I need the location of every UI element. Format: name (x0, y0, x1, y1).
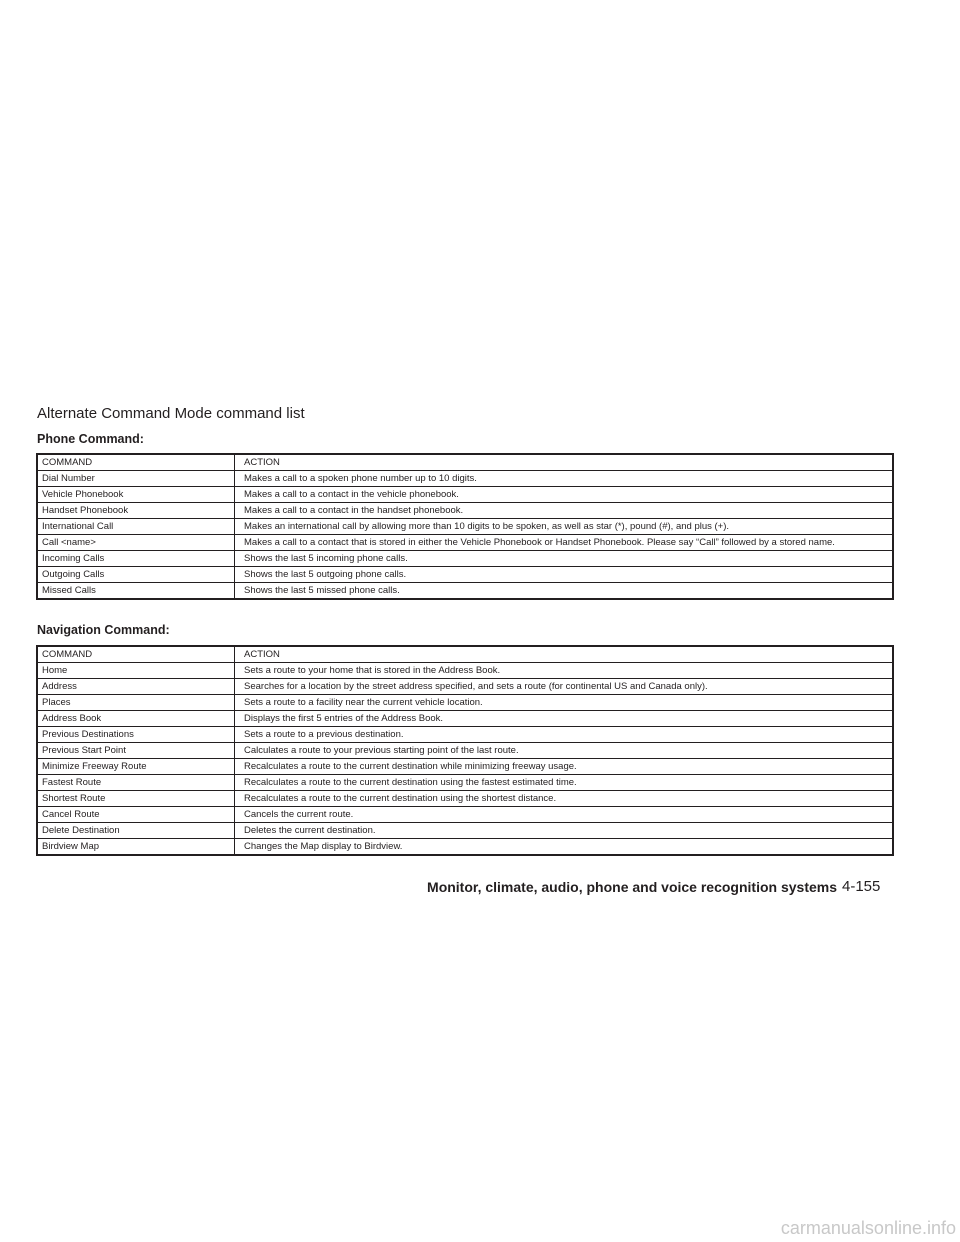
action-cell: Recalculates a route to the current destination using the shortest distance. (235, 791, 894, 807)
table-row (37, 503, 893, 519)
table-row (37, 839, 893, 856)
phone-command-table (36, 453, 894, 600)
command-cell: Address (37, 679, 235, 695)
table-row (37, 583, 893, 600)
action-column-header: ACTION (244, 457, 280, 468)
action-column-header: ACTION (244, 649, 280, 660)
table-row (37, 807, 893, 823)
action-cell: Calculates a route to your previous starting point of the last route. (235, 743, 894, 759)
command-cell: Home (37, 663, 235, 679)
command-cell: Address Book (37, 711, 235, 727)
table-row (37, 679, 893, 695)
action-cell: Makes a call to a contact in the handset phonebook. (235, 503, 894, 519)
table-row (37, 695, 893, 711)
command-column-header: COMMAND (37, 646, 235, 663)
table-row (37, 471, 893, 487)
action-cell: Shows the last 5 missed phone calls. (235, 583, 894, 600)
phone-table-body (37, 454, 893, 599)
action-cell: Makes a call to a spoken phone number up to 10 digits. (235, 471, 894, 487)
table-row (37, 775, 893, 791)
action-cell: Sets a route to a previous destination. (235, 727, 894, 743)
table-header-row (37, 454, 893, 471)
command-cell: Outgoing Calls (37, 567, 235, 583)
command-cell: Missed Calls (37, 583, 235, 600)
navigation-command-heading: Navigation Command: (37, 623, 170, 637)
navigation-command-table (36, 645, 894, 856)
command-cell: Handset Phonebook (37, 503, 235, 519)
table-row (37, 663, 893, 679)
action-cell: Recalculates a route to the current destination using the fastest estimated time. (235, 775, 894, 791)
action-cell: Makes a call to a contact that is stored in either the Vehicle Phonebook or Handset Phonebook. Please say “Call” followed by a stored name. (235, 535, 894, 551)
navigation-table-body (37, 646, 893, 855)
table-row (37, 743, 893, 759)
command-cell: Previous Destinations (37, 727, 235, 743)
command-cell: Birdview Map (37, 839, 235, 856)
action-cell: Sets a route to a facility near the current vehicle location. (235, 695, 894, 711)
command-cell: Dial Number (37, 471, 235, 487)
command-cell: Shortest Route (37, 791, 235, 807)
action-cell: Makes an international call by allowing more than 10 digits to be spoken, as well as star (*), pound (#), and plus (+). (235, 519, 894, 535)
action-cell: Deletes the current destination. (235, 823, 894, 839)
action-cell: Displays the first 5 entries of the Address Book. (235, 711, 894, 727)
command-cell: Call <name> (37, 535, 235, 551)
table-row (37, 567, 893, 583)
watermark-text: carmanualsonline.info (780, 1218, 956, 1238)
table-row (37, 551, 893, 567)
table-header-row (37, 646, 893, 663)
command-cell: International Call (37, 519, 235, 535)
table-row (37, 727, 893, 743)
command-column-header: COMMAND (37, 454, 235, 471)
command-cell: Delete Destination (37, 823, 235, 839)
action-cell: Shows the last 5 incoming phone calls. (235, 551, 894, 567)
action-cell: Cancels the current route. (235, 807, 894, 823)
command-cell: Incoming Calls (37, 551, 235, 567)
action-cell: Shows the last 5 outgoing phone calls. (235, 567, 894, 583)
section-title: Alternate Command Mode command list (37, 405, 305, 422)
table-row (37, 823, 893, 839)
command-cell: Cancel Route (37, 807, 235, 823)
table-row (37, 791, 893, 807)
page-number: 4-155 (842, 878, 881, 895)
command-cell: Places (37, 695, 235, 711)
table-row (37, 711, 893, 727)
action-cell: Sets a route to your home that is stored in the Address Book. (235, 663, 894, 679)
action-cell: Recalculates a route to the current destination while minimizing freeway usage. (235, 759, 894, 775)
action-cell: Changes the Map display to Birdview. (235, 839, 894, 856)
table-row (37, 759, 893, 775)
command-cell: Fastest Route (37, 775, 235, 791)
action-cell: Makes a call to a contact in the vehicle phonebook. (235, 487, 894, 503)
command-cell: Minimize Freeway Route (37, 759, 235, 775)
table-row (37, 535, 893, 551)
chapter-footer-title: Monitor, climate, audio, phone and voice recognition systems (427, 879, 837, 895)
table-row (37, 487, 893, 503)
phone-command-heading: Phone Command: (37, 432, 144, 446)
command-cell: Vehicle Phonebook (37, 487, 235, 503)
table-row (37, 519, 893, 535)
action-cell: Searches for a location by the street address specified, and sets a route (for continental US and Canada only). (235, 679, 894, 695)
command-cell: Previous Start Point (37, 743, 235, 759)
